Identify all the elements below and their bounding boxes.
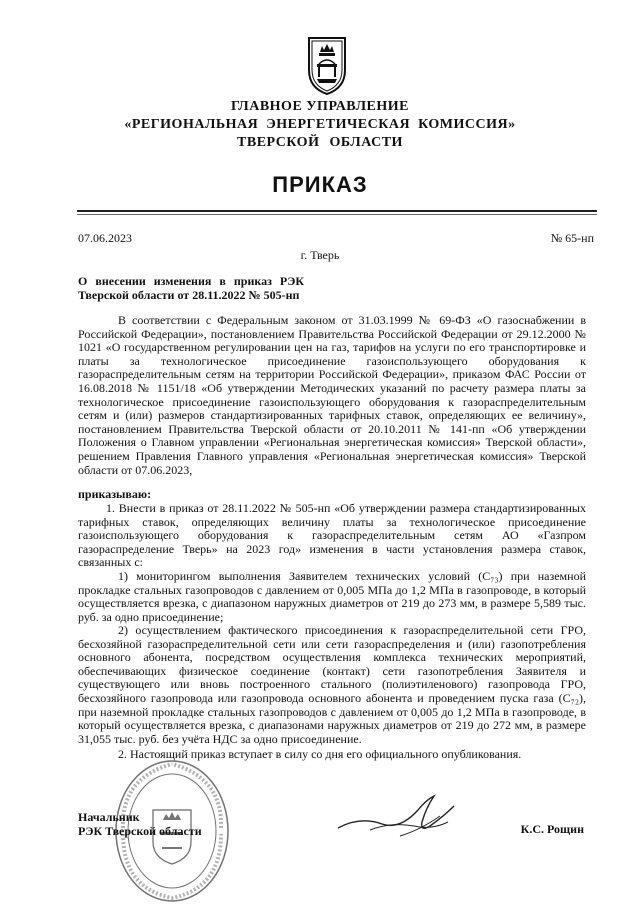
header-divider-thin (77, 214, 597, 215)
handwritten-signature-icon (330, 786, 460, 846)
item-2-paragraph: 2. Настоящий приказ вступает в силу со дня его официального опубликования. (118, 747, 522, 761)
document-date: 07.06.2023 (78, 231, 132, 245)
signatory-post-line2: РЭК Тверской области (78, 824, 202, 838)
document-city: г. Тверь (300, 248, 340, 262)
orders-word: приказываю: (78, 487, 152, 501)
signatory-post (78, 810, 202, 838)
document-type-title: ПРИКАЗ (272, 172, 368, 197)
item-1-subitem-2: 2) осуществлением фактического присоединения к газораспределительной сети ГРО, бесхозяйной газораспределительной сети или сети газораспределения и (или) газопотребления основного абонента, посредством осуществления комплекса технических мероприятий, обеспечивающих физическое соединение (контакт) сети газопотребления Заявителя и существующего или вновь построенного стального (полиэтиленового) газопровода ГРО, бесхозяйного газопровода или газопровода основного абонента и проведением пуска газа (С₇₂), при наземной прокладке стальных газопроводов с давлением от 0,005 до 1,2 МПа в газопроводе, в который осуществляется врезка, с диапазонами наружных диаметров от 219 до 272 мм, в размере 31,055 тыс. руб. без учёта НДС за одно присоединение. (78, 623, 586, 746)
header-divider (77, 210, 597, 212)
org-name-line3: ТВЕРСКОЙ ОБЛАСТИ (237, 135, 403, 150)
tver-coat-of-arms-icon (305, 36, 349, 96)
document-number: № 65-нп (550, 231, 594, 245)
preamble-paragraph: В соответствии с Федеральным законом от 31.03.1999 № 69-ФЗ «О газоснабжении в Российской Федерации», постановлением Правительства Российской Федерации от 29.12.2000 № 1021 «О государственном регулировании цен на газ, тарифов на услуги по его транспортировке и платы за технологическое присоединение газоиспользующего оборудования к газораспределительным сетям на территории Российской Федерации», приказом ФАС России от 16.08.2018 № 1151/18 «Об утверждении Методических указаний по расчету размера платы за технологическое присоединение газоиспользующего оборудования к газораспределительным сетям и (или) размеров стандартизированных тарифных ставок, определяющих ее величину», постановлением Правительства Тверской области от 20.10.2011 № 141-пп «Об утверждении Положения о Главном управлении «Региональная энергетическая комиссия» Тверской области», решением Правления Главного управления «Региональная энергетическая комиссия» Тверской области от 07.06.2023, (78, 313, 586, 477)
item-1-paragraph: 1. Внести в приказ от 28.11.2022 № 505-нп «Об утверждении размера стандартизированных тарифных ставок, определяющих величину платы за технологическое присоединение газоиспользующего оборудования к газораспределительным сетям АО «Газпром газораспределение Тверь» на 2023 год» изменения в части установления размера ставок, связанных с: (78, 501, 586, 570)
org-name-line1: ГЛАВНОЕ УПРАВЛЕНИЕ (230, 99, 410, 114)
signatory-post-line1: Начальник (78, 810, 140, 824)
subject-line2: Тверской области от 28.11.2022 № 505-нп (78, 288, 300, 302)
subject-line1: О внесении изменения в приказ РЭК (78, 274, 305, 288)
item-1-subitem-1: 1) мониторингом выполнения Заявителем технических условий (С₇₃) при наземной прокладке стальных газопроводов с давлением от 0,005 МПа до 1,2 МПа в газопроводе, в который осуществляется врезка, с диапазоном наружных диаметров от 219 до 273 мм, в размере 5,589 тыс. руб. за одно присоединение; (78, 569, 586, 624)
org-name-line2: «РЕГИОНАЛЬНАЯ ЭНЕРГЕТИЧЕСКАЯ КОМИССИЯ» (124, 117, 516, 132)
signatory-name: К.С. Рощин (520, 822, 584, 836)
document-subject (78, 274, 378, 302)
